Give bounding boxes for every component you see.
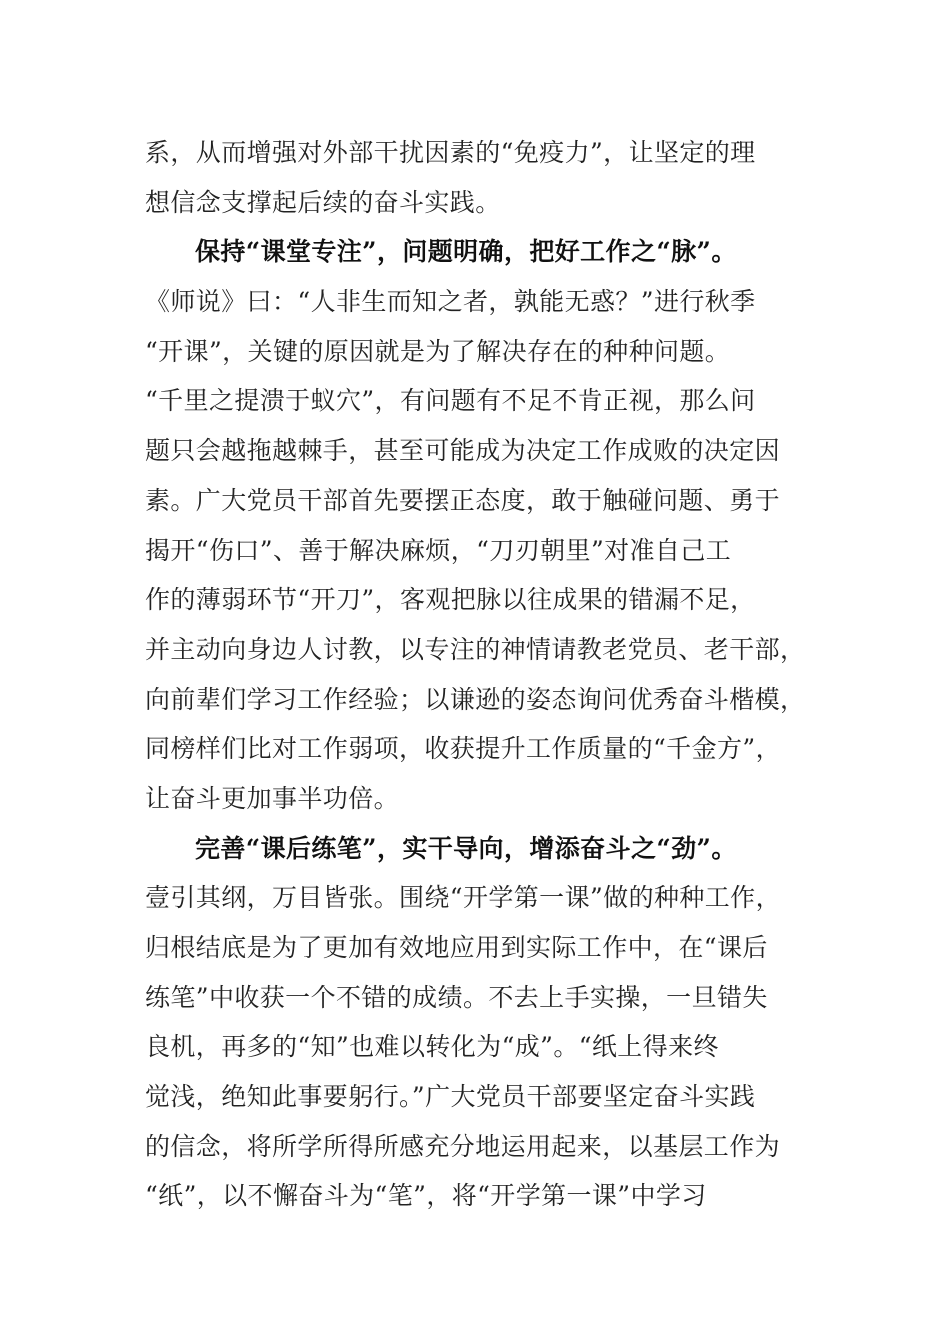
text-line: 作的薄弱环节“开刀”，客观把脉以往成果的错漏不足， xyxy=(145,585,756,615)
text-line: 的信念，将所学所得所感充分地运用起来，以基层工作为 xyxy=(145,1131,781,1161)
text-line: 同榜样们比对工作弱项，收获提升工作质量的“千金方”， xyxy=(145,734,781,764)
text-line: 题只会越拖越棘手，甚至可能成为决定工作成败的决定因 xyxy=(145,436,781,466)
text-line: “千里之提溃于蚁穴”，有问题有不足不肯正视，那么问 xyxy=(145,386,756,416)
text-line: 向前辈们学习工作经验；以谦逊的姿态询问优秀奋斗楷模， xyxy=(145,684,806,714)
text-line: 想信念支撑起后续的奋斗实践。 xyxy=(145,187,501,217)
text-line: “纸”，以不懈奋斗为“笔”，将“开学第一课”中学习 xyxy=(145,1181,707,1211)
text-line: 归根结底是为了更加有效地应用到实际工作中，在“课后 xyxy=(145,933,768,962)
text-line: 系，从而增强对外部干扰因素的“免疫力”，让坚定的理 xyxy=(145,138,756,167)
text-line: 《师说》曰：“人非生而知之者，孰能无惑？”进行秋季 xyxy=(145,287,756,317)
text-line: 练笔”中收获一个不错的成绩。不去上手实操，一旦错失 xyxy=(145,982,768,1012)
text-line: 良机，再多的“知”也难以转化为“成”。“纸上得来终 xyxy=(145,1032,719,1062)
document-page xyxy=(145,128,805,1221)
text-line: 让奋斗更加事半功倍。 xyxy=(145,783,400,813)
section-heading: 保持“课堂专注”，问题明确，把好工作之“脉”。 xyxy=(195,237,737,267)
text-line: 壹引其纲，万目皆张。围绕“开学第一课”做的种种工作， xyxy=(145,883,781,913)
text-line: “开课”，关键的原因就是为了解决存在的种种问题。 xyxy=(145,336,731,366)
text-line: 素。广大党员干部首先要摆正态度，敢于触碰问题、勇于 xyxy=(145,485,781,515)
text-line: 揭开“伤口”、善于解决麻烦，“刀刃朝里”对准自己工 xyxy=(145,535,732,565)
section-heading: 完善“课后练笔”，实干导向，增添奋斗之“劲”。 xyxy=(195,833,737,863)
text-line: 觉浅，绝知此事要躬行。”广大党员干部要坚定奋斗实践 xyxy=(145,1082,756,1112)
text-line: 并主动向身边人讨教，以专注的神情请教老党员、老干部， xyxy=(145,634,806,664)
